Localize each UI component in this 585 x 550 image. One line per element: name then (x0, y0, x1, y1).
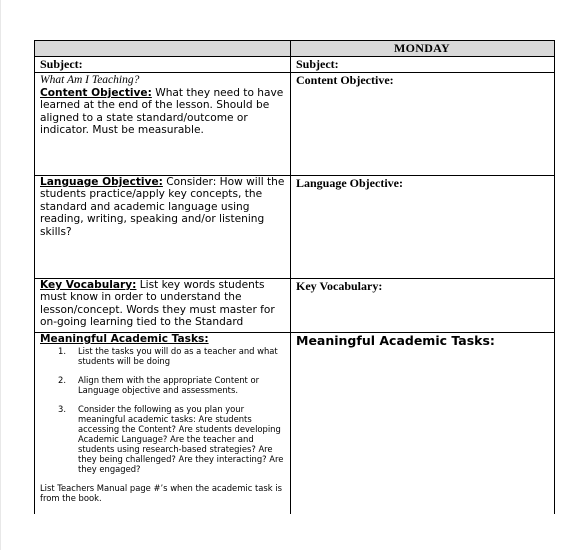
list-item-text: List the tasks you will do as a teacher and what students will be doing (78, 346, 278, 366)
table-row-divider (34, 56, 554, 57)
content-objective-monday-cell[interactable]: Content Objective: (296, 73, 394, 87)
list-item (40, 404, 286, 474)
subject-label-left[interactable]: Subject: (40, 57, 83, 71)
content-objective-cell[interactable] (34, 73, 290, 175)
list-item-number: 1. (58, 346, 66, 356)
language-objective-cell[interactable] (34, 176, 290, 278)
table-border-top (34, 40, 554, 41)
list-item (40, 375, 286, 395)
key-vocabulary-heading: Key Vocabulary: (40, 279, 137, 291)
list-item-number: 2. (58, 375, 66, 385)
key-vocabulary-description: List key words students must know in order to understand the lesson/concept. Words they must master for on-going learning tied to the Standard (40, 279, 275, 329)
list-item-text: Align them with the appropriate Content or Language objective and assessments. (78, 375, 260, 395)
table-row-divider (34, 175, 554, 176)
list-item-number: 3. (58, 404, 66, 414)
key-vocabulary-monday-cell[interactable]: Key Vocabulary: (296, 279, 383, 293)
academic-tasks-list (40, 346, 286, 474)
language-objective-text (40, 176, 286, 238)
academic-tasks-heading: Meaningful Academic Tasks: (40, 333, 209, 345)
key-vocabulary-cell[interactable] (34, 279, 290, 332)
academic-tasks-cell[interactable] (34, 333, 290, 514)
header-cell-monday: MONDAY (290, 40, 554, 56)
list-item (40, 346, 286, 366)
table-row-divider (34, 72, 554, 73)
language-objective-heading: Language Objective: (40, 176, 163, 188)
table-column-divider (290, 40, 291, 514)
list-item-text: Consider the following as you plan your meaningful academic tasks: Are students accessing the Content? Are students developing Academic Language? Are the teacher and students using research-based strategies? Are they being challenged? Are they interacting? Are they engaged? (78, 404, 284, 474)
subject-label-right[interactable]: Subject: (296, 57, 339, 71)
academic-tasks-monday-cell[interactable]: Meaningful Academic Tasks: (296, 333, 495, 348)
header-cell-blank (34, 40, 290, 56)
language-objective-monday-cell[interactable]: Language Objective: (296, 176, 403, 190)
teachers-manual-note: List Teachers Manual page #’s when the academic task is from the book. (40, 483, 282, 503)
content-objective-description: What they need to have learned at the end of the lesson. Should be aligned to a state standard/outcome or indicator. Must be measurable. (40, 87, 284, 137)
key-vocabulary-text (40, 279, 286, 329)
table-row-divider (34, 278, 554, 279)
table-row-divider (34, 332, 554, 333)
language-objective-description: Consider: How will the students practice/apply key concepts, the standard and academic language using reading, writing, speaking and/or listening skills? (40, 176, 285, 238)
content-objective-text (40, 87, 286, 137)
teaching-prompt: What Am I Teaching? (40, 74, 140, 86)
table-border-left (34, 40, 35, 514)
lesson-plan-table (34, 40, 554, 514)
table-border-right (554, 40, 555, 514)
content-objective-heading: Content Objective: (40, 87, 152, 99)
